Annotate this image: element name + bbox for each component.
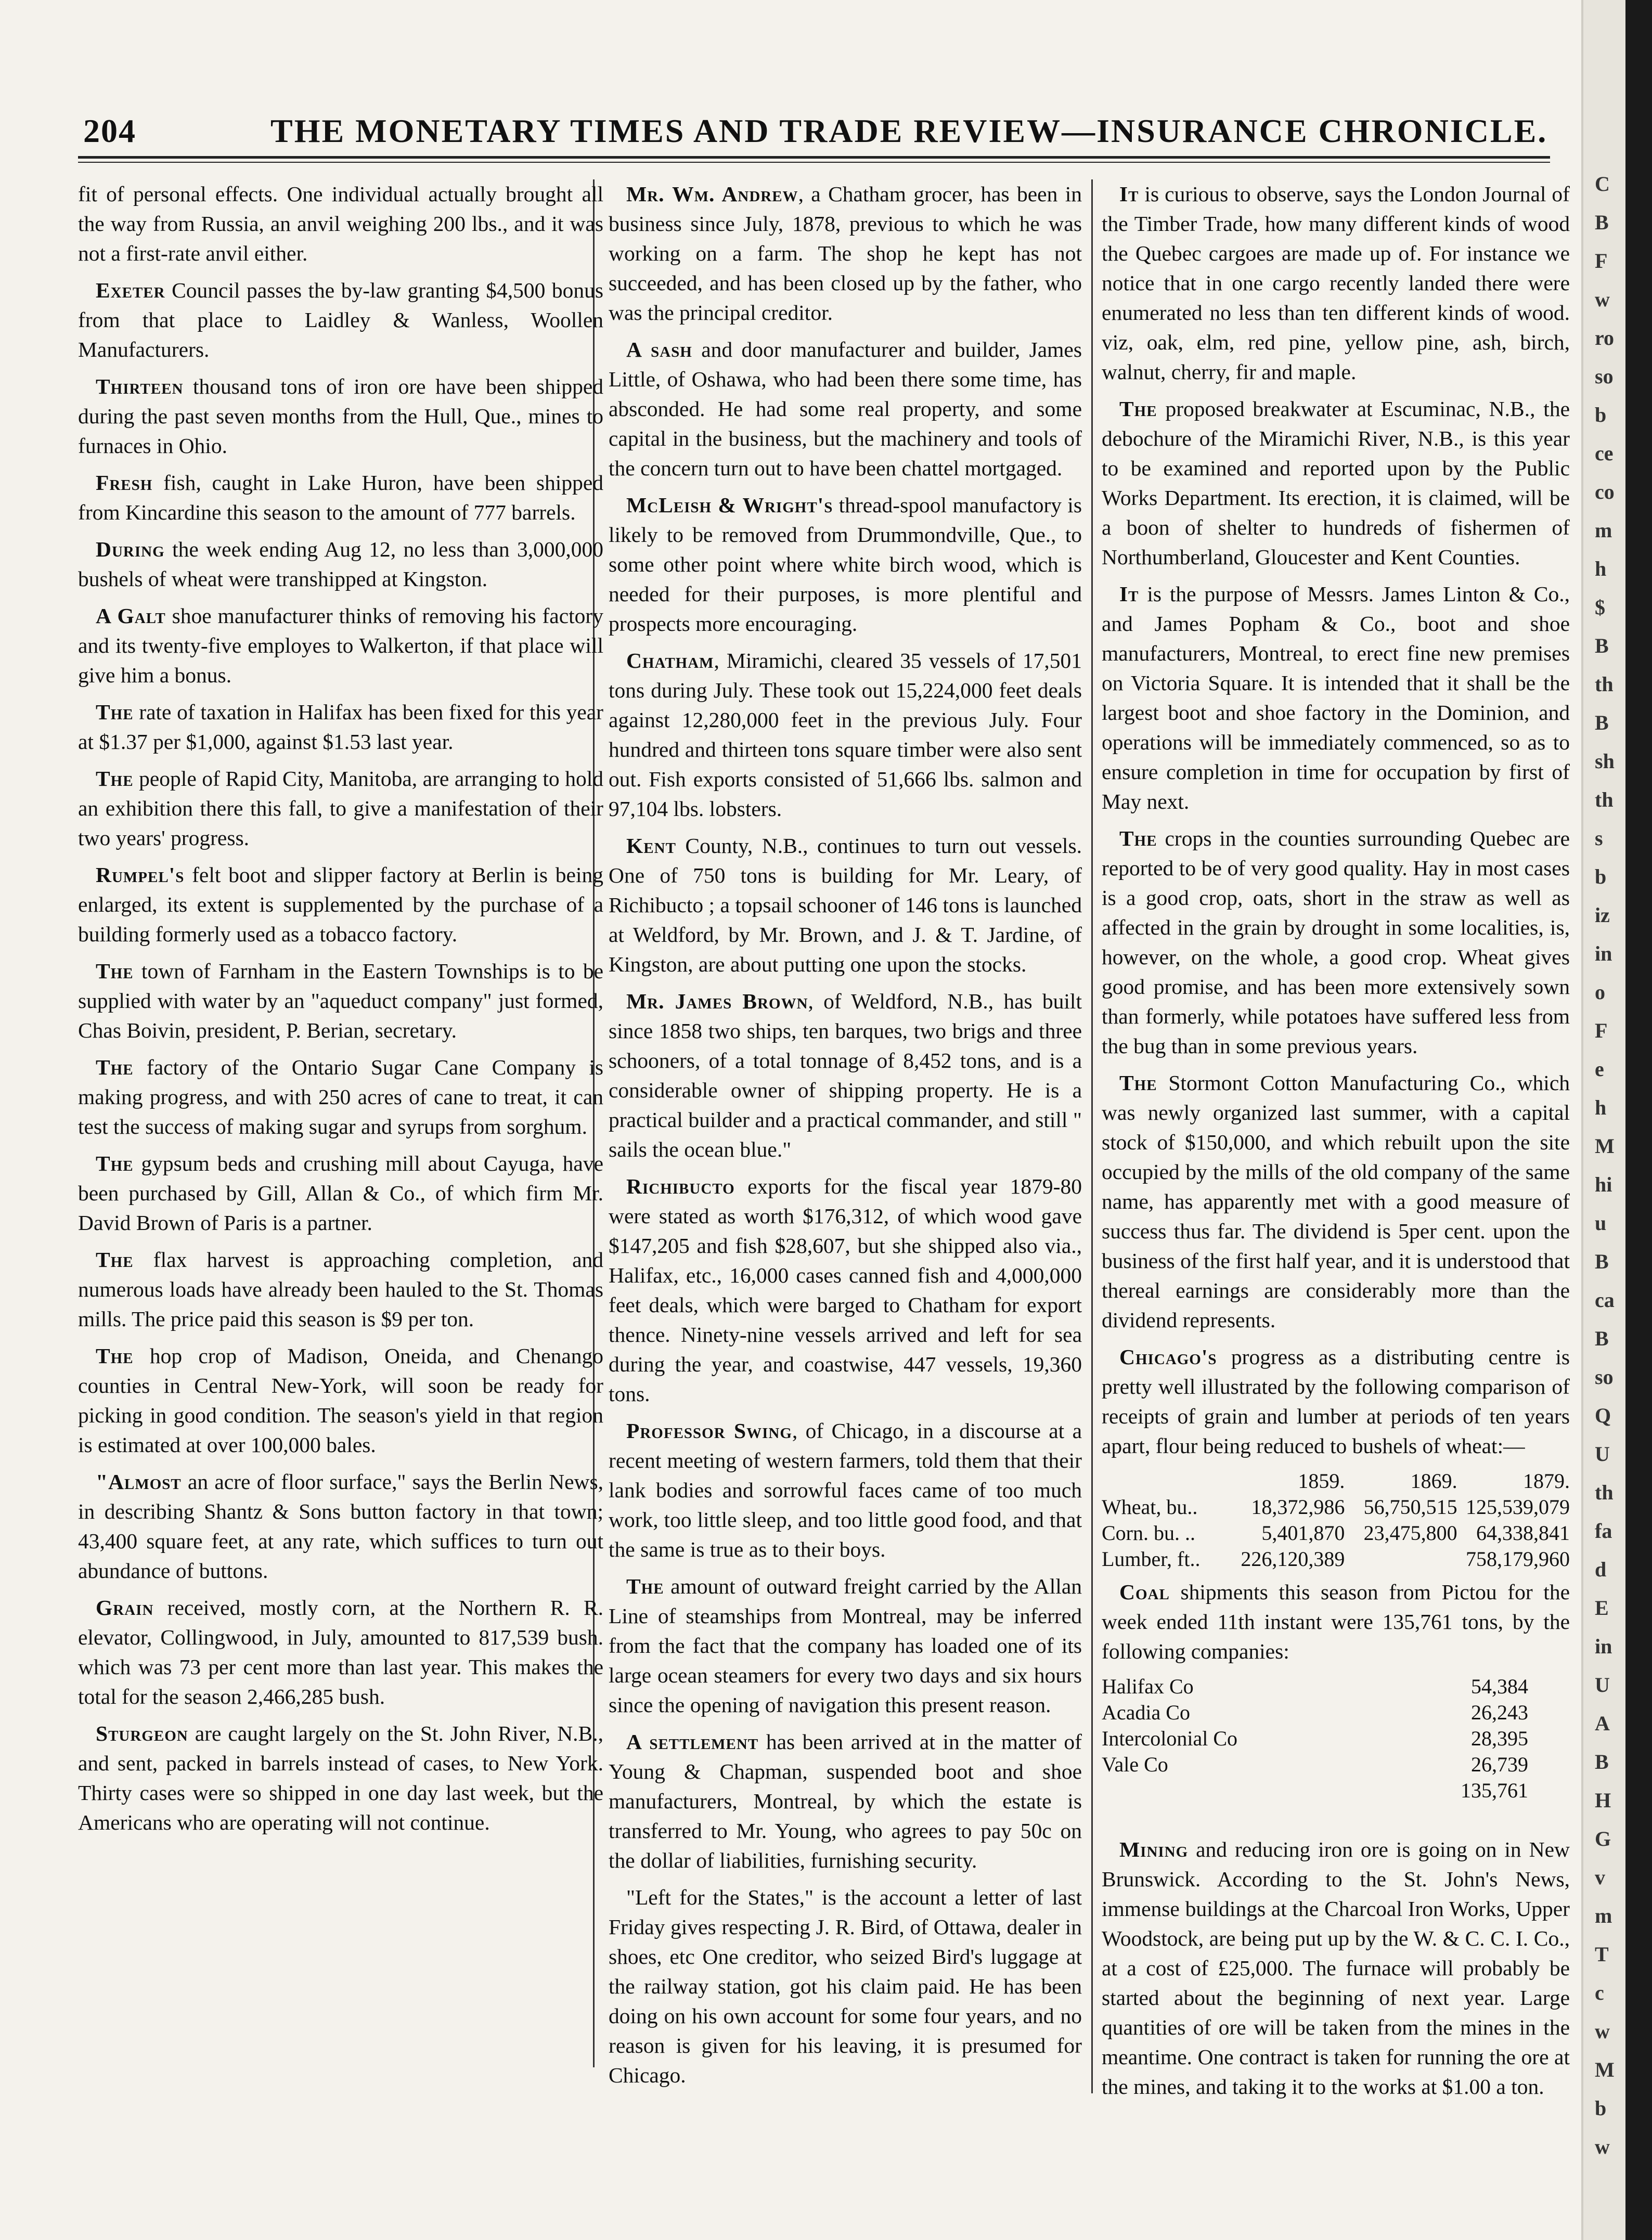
table-cell: 64,338,841	[1476, 1521, 1570, 1545]
row-label: Corn. bu. ..	[1102, 1521, 1195, 1545]
edge-fragment: B	[1595, 1750, 1609, 1773]
article-lead: Professor Swing	[626, 1419, 792, 1443]
binding-shadow	[1625, 0, 1652, 2240]
year-header: 1869.	[1410, 1469, 1457, 1493]
edge-fragment: Q	[1595, 1404, 1611, 1427]
header-rule	[78, 156, 1550, 163]
article-paragraph	[78, 1341, 603, 1460]
article-paragraph	[78, 764, 603, 853]
article-text: is the purpose of Messrs. James Linton & Co., and James Popham & Co., boot and shoe manufacturers, Montreal, to erect fine new premises on Victoria Square. It is intended that it shall be the largest boot and shoe factory in the Dominion, and operations will be immediately commenced, so as to ensure completion in time for occupation by first of May next.	[1102, 582, 1570, 813]
edge-fragment: $	[1595, 595, 1605, 619]
edge-fragment: C	[1595, 172, 1610, 196]
edge-fragment: w	[1595, 288, 1610, 311]
company-value: 54,384	[1471, 1675, 1528, 1698]
edge-fragment: G	[1595, 1827, 1611, 1850]
article-lead: Grain	[96, 1596, 154, 1620]
edge-fragment: A	[1595, 1712, 1610, 1735]
article-paragraph	[78, 956, 603, 1045]
article-paragraph	[78, 468, 603, 527]
article-lead: Mr. Wm. Andrew	[626, 182, 798, 206]
edge-fragment: T	[1595, 1943, 1609, 1966]
article-text: Council passes the by-law granting $4,500 bonus from that place to Laidley & Wanless, Woollen Manufacturers.	[78, 278, 603, 361]
edge-fragment: so	[1595, 1365, 1614, 1389]
table-cell: 56,750,515	[1363, 1495, 1457, 1519]
company-name: Acadia Co	[1102, 1701, 1190, 1724]
article-paragraph	[609, 1727, 1082, 1875]
column-1	[78, 179, 603, 1845]
article-text: the week ending Aug 12, no less than 3,000,000 bushels of wheat were transhipped at Kingston.	[78, 537, 603, 591]
article-lead: Kent	[626, 834, 676, 858]
edge-fragment: hi	[1595, 1173, 1612, 1196]
article-text: fish, caught in Lake Huron, have been shipped from Kincardine this season to the amount of 777 barrels.	[78, 471, 603, 524]
table-cell	[1345, 1546, 1457, 1572]
article-paragraph	[1102, 824, 1570, 1061]
article-text: , a Chatham grocer, has been in business since July, 1878, previous to which he was working on a farm. The shop he kept has not succeeded, and has been closed up by the father, who was the principal creditor.	[609, 182, 1082, 325]
column-3-end-items	[1102, 1835, 1570, 2102]
article-text: crops in the counties surrounding Quebec are reported to be of very good quality. Hay in most cases is a good crop, oats, short in the straw as well as affected in the grain by drought in some localities, is, however, on the whole, a good crop. Wheat gives good promise, and has been more extensively sown than formerly, while potatoes have suffered less from the bug than in some previous years.	[1102, 826, 1570, 1058]
edge-fragment: th	[1595, 672, 1614, 696]
edge-fragment: F	[1595, 1019, 1608, 1042]
article-paragraph	[78, 372, 603, 461]
article-paragraph	[78, 1467, 603, 1586]
page-number: 204	[83, 112, 136, 149]
column-divider	[1091, 179, 1093, 2093]
list-item	[1102, 1674, 1570, 1700]
article-paragraph	[78, 1719, 603, 1837]
article-text: and door manufacturer and builder, James Little, of Oshawa, who had been there some time, has absconded. He had some real property, and some capital in the business, but the machinery and tools of the concern turn out to have been chattel mortgaged.	[609, 338, 1082, 480]
article-text: thread-spool manufactory is likely to be removed from Drummondville, Que., to some other point where white birch wood, which is needed for their purposes, is more plentiful and prospects more encouraging.	[609, 493, 1082, 636]
article-lead: Exeter	[96, 278, 165, 302]
article-paragraph	[609, 831, 1082, 979]
article-paragraph	[609, 335, 1082, 483]
article-paragraph	[78, 1149, 603, 1238]
article-lead: Mr. James Brown	[626, 989, 808, 1013]
article-text: "Left for the States," is the account a letter of last Friday gives respecting J. R. Bird, of Ottawa, dealer in shoes, etc One creditor, who seized Bird's luggage at the railway station, got his claim paid. He has been doing on his own account for some four years, and no reason is given for his leaving, it is presumed for Chicago.	[609, 1885, 1082, 2087]
edge-fragment: E	[1595, 1596, 1609, 1620]
article-paragraph	[78, 1053, 603, 1142]
article-lead: Fresh	[96, 471, 153, 495]
grain-table-row	[1102, 1520, 1570, 1546]
coal-total: 135,761	[1461, 1779, 1528, 1802]
grain-table-row	[1102, 1494, 1570, 1520]
article-text: gypsum beds and crushing mill about Cayuga, have been purchased by Gill, Allan & Co., of which firm Mr. David Brown of Paris is a partner.	[78, 1151, 603, 1235]
article-lead: The	[626, 1574, 664, 1598]
column-2	[609, 179, 1082, 2097]
grain-table-row	[1102, 1546, 1570, 1572]
company-value: 26,243	[1471, 1701, 1528, 1724]
edge-fragment: m	[1595, 519, 1612, 542]
edge-fragment: B	[1595, 711, 1609, 734]
article-text: County, N.B., continues to turn out vessels. One of 750 tons is building for Mr. Leary, of Richibucto ; a topsail schooner of 146 tons is launched at Weldford, by Mr. Brown, and J. & T. Jardine, of Kingston, are about putting one upon the stocks.	[609, 834, 1082, 976]
article-lead: It	[1119, 182, 1139, 206]
article-text: is curious to observe, says the London Journal of the Timber Trade, how many different kinds of wood the Quebec cargoes are made up of. For instance we notice that in one cargo recently landed there were enumerated no less than ten different kinds of wood. viz, oak, elm, red pine, yellow pine, ash, birch, walnut, cherry, fir and maple.	[1102, 182, 1570, 384]
year-header: 1859.	[1298, 1469, 1345, 1493]
article-lead: The	[1119, 826, 1157, 850]
grain-table	[1102, 1468, 1570, 1572]
article-paragraph	[609, 646, 1082, 824]
edge-fragment: in	[1595, 1635, 1612, 1658]
article-text: are caught largely on the St. John River, N.B., and sent, packed in barrels instead of cases, to New York. Thirty cases were so shipped in one day last week, but the Americans who are operating will not continue.	[78, 1721, 603, 1834]
article-lead: A settlement	[626, 1730, 759, 1754]
article-paragraph	[609, 490, 1082, 639]
article-lead: Chatham	[626, 649, 714, 672]
edge-fragment: M	[1595, 2058, 1615, 2081]
article-lead: The	[96, 1344, 134, 1368]
article-lead: It	[1119, 582, 1139, 606]
article-text: , of Chicago, in a discourse at a recent meeting of western farmers, told them that their lank bodies and sorrowful faces came of too much work, too little sleep, and too little good food, and that the same is true as to their boys.	[609, 1419, 1082, 1561]
article-text: and reducing iron ore is going on in New Brunswick. According to the St. John's News, immense buildings at the Charcoal Iron Works, Upper Woodstock, are being put up by the W. & C. C. I. Co., at a cost of £25,000. The furnace will probably be started about the beginning of next year. Large quantities of ore will be taken from the mines in the meantime. One contract is taken for running the ore at the mines, and taking it to the works at $1.00 a ton.	[1102, 1837, 1570, 2099]
article-lead: The	[96, 1151, 134, 1175]
edge-fragment: so	[1595, 365, 1614, 388]
edge-fragment: th	[1595, 1481, 1614, 1504]
edge-fragment: B	[1595, 634, 1609, 657]
table-cell: 18,372,986	[1251, 1495, 1345, 1519]
article-paragraph	[78, 1245, 603, 1334]
row-label: Wheat, bu..	[1102, 1495, 1198, 1519]
table-cell: 226,120,389	[1241, 1547, 1345, 1571]
article-text: flax harvest is approaching completion, and numerous loads have already been hauled to the St. Thomas mills. The price paid this season is $9 per ton.	[78, 1248, 603, 1331]
list-item	[1102, 1752, 1570, 1778]
edge-fragment: s	[1595, 826, 1603, 850]
edge-fragment: ce	[1595, 442, 1614, 465]
company-name: Vale Co	[1102, 1753, 1168, 1776]
article-paragraph	[1102, 579, 1570, 817]
article-text: exports for the fiscal year 1879-80 were stated as worth $176,312, of which wood gave $147,205 and fish $28,607, but she shipped also via., Halifax, etc., 16,000 cases canned fish and 4,000,000 feet deals, which were barged to Chatham for export thence. Ninety-nine vessels arrived and left for sea during the year, and coastwise, 447 vessels, 19,360 tons.	[609, 1174, 1082, 1406]
article-paragraph	[609, 987, 1082, 1164]
article-lead: The	[1119, 1071, 1157, 1095]
article-lead: The	[96, 1055, 134, 1079]
article-lead: Sturgeon	[96, 1721, 188, 1745]
coal-paragraph: Coal shipments this season from Pictou for the week ended 11th instant were 135,761 tons, by the following companies:	[1102, 1580, 1570, 1663]
list-total	[1102, 1778, 1570, 1804]
edge-fragment: c	[1595, 1981, 1604, 2004]
article-text: amount of outward freight carried by the Allan Line of steamships from Montreal, may be inferred from the fact that the company has loaded one of its large ocean steamers for every two days and six hours since the opening of navigation this present reason.	[609, 1574, 1082, 1717]
article-text: proposed breakwater at Escuminac, N.B., the debochure of the Miramichi River, N.B., is this year to be examined and reported upon by the Public Works Department. Its erection, it is claimed, will be a boon of shelter to hundreds of fishermen of Northumberland, Gloucester and Kent Counties.	[1102, 397, 1570, 569]
edge-fragment: b	[1595, 403, 1607, 426]
article-text: , Miramichi, cleared 35 vessels of 17,501 tons during July. These took out 15,224,000 feet deals against 12,280,000 feet in the previous July. Four hundred and thirteen tons square timber were also sent out. Fish exports consisted of 51,666 lbs. salmon and 97,104 lbs. lobsters.	[609, 649, 1082, 821]
article-text: rate of taxation in Halifax has been fixed for this year at $1.37 per $1,000, against $1.53 last year.	[78, 700, 603, 754]
article-lead: Mining	[1119, 1837, 1189, 1861]
edge-fragment: b	[1595, 865, 1607, 888]
edge-fragment: co	[1595, 480, 1615, 503]
article-paragraph	[609, 1572, 1082, 1720]
article-text: factory of the Ontario Sugar Cane Company is making progress, and with 250 acres of cane to treat, it can test the success of making sugar and syrups from sorghum.	[78, 1055, 603, 1138]
article-lead: Thirteen	[96, 374, 184, 398]
article-paragraph	[78, 1593, 603, 1712]
article-paragraph	[1102, 1342, 1570, 1461]
article-text: shoe manufacturer thinks of removing his factory and its twenty-five employes to Walkerton, if that place will give him a bonus.	[78, 604, 603, 687]
article-lead: A Galt	[96, 604, 166, 628]
article-lead: The	[96, 1248, 134, 1272]
article-paragraph	[1102, 1068, 1570, 1335]
article-lead: The	[96, 959, 134, 983]
article-paragraph	[609, 1416, 1082, 1564]
article-paragraph	[609, 1883, 1082, 2090]
column-3	[1102, 179, 1570, 2109]
table-cell: 5,401,870	[1261, 1521, 1345, 1545]
edge-fragment: h	[1595, 1096, 1607, 1119]
article-paragraph	[78, 276, 603, 365]
article-lead: The	[1119, 397, 1157, 421]
article-lead: McLeish & Wright's	[626, 493, 833, 517]
column-3-items	[1102, 179, 1570, 1461]
article-lead: The	[96, 700, 134, 724]
edge-fragment: u	[1595, 1211, 1607, 1235]
article-text: fit of personal effects. One individual actually brought all the way from Russia, an anvil weighing 200 lbs., and it was not a first-rate anvil either.	[78, 182, 603, 265]
edge-fragment: U	[1595, 1442, 1610, 1466]
article-lead: The	[96, 767, 134, 791]
edge-fragment: h	[1595, 557, 1607, 580]
article-text: felt boot and slipper factory at Berlin is being enlarged, its extent is supplemented by the purchase of a building formerly used as a tobacco factory.	[78, 863, 603, 946]
article-paragraph	[78, 697, 603, 757]
article-paragraph	[78, 179, 603, 268]
article-text: has been arrived at in the matter of Young & Chapman, suspended boot and shoe manufacturers, Montreal, by which the estate is transferred to Mr. Young, who agrees to pay 50c on the dollar of liabilities, furnishing security.	[609, 1730, 1082, 1872]
article-text: an acre of floor surface," says the Berlin News, in describing Shantz & Sons button factory in that town; 43,400 square feet, at any rate, which suffices to turn out abundance of buttons.	[78, 1470, 603, 1583]
article-paragraph	[609, 179, 1082, 328]
edge-fragment: iz	[1595, 903, 1610, 927]
article-paragraph	[1102, 1835, 1570, 2102]
table-cell: 125,539,079	[1466, 1495, 1570, 1519]
edge-fragment: ro	[1595, 326, 1615, 349]
table-cell: 758,179,960	[1466, 1547, 1570, 1571]
edge-fragment: B	[1595, 1327, 1609, 1350]
article-paragraph	[1102, 179, 1570, 387]
article-text: received, mostly corn, at the Northern R. R. elevator, Collingwood, in July, amounted to 817,539 bush. which was 73 per cent more than last year. This makes the total for the season 2,466,285 bush.	[78, 1596, 603, 1708]
company-value: 28,395	[1471, 1727, 1528, 1750]
article-text: thousand tons of iron ore have been shipped during the past seven months from the Hull, Que., mines to furnaces in Ohio.	[78, 374, 603, 458]
article-paragraph	[78, 601, 603, 690]
edge-fragment: th	[1595, 788, 1614, 811]
article-text: hop crop of Madison, Oneida, and Chenango counties in Central New-York, will soon be ready for picking in good condition. The season's yield in that region is estimated at over 100,000 bales.	[78, 1344, 603, 1457]
edge-fragment: B	[1595, 211, 1609, 234]
list-item	[1102, 1726, 1570, 1752]
edge-fragment: m	[1595, 1904, 1612, 1927]
edge-fragment: d	[1595, 1558, 1607, 1581]
article-paragraph	[78, 860, 603, 949]
article-text: people of Rapid City, Manitoba, are arranging to hold an exhibition there this fall, to give a manifestation of their two years' progress.	[78, 767, 603, 850]
article-text: Stormont Cotton Manufacturing Co., which was newly organized last summer, with a capital stock of $150,000, and which rebuilt upon the site occupied by the mills of the old company of the same name, has apparently met with a good measure of success thus far. The dividend is 5per cent. upon the business of the first half year, and it is understood that thereal earnings are considerably more than the dividend represents.	[1102, 1071, 1570, 1332]
article-text: progress as a distributing centre is pretty well illustrated by the following comparison of receipts of grain and lumber at periods of ten years apart, flour being reduced to bushels of wheat:—	[1102, 1345, 1570, 1458]
list-item	[1102, 1700, 1570, 1726]
edge-fragment: w	[1595, 2135, 1610, 2158]
edge-fragment: e	[1595, 1057, 1604, 1081]
article-text: , of Weldford, N.B., has built since 1858 two ships, ten barques, two brigs and three schooners, of a total tonnage of 8,452 tons, and is a considerable owner of shipping property. He is a practical builder and a practical commander, and still " sails the ocean blue."	[609, 989, 1082, 1161]
edge-fragment: B	[1595, 1250, 1609, 1273]
edge-fragment: o	[1595, 980, 1605, 1004]
article-paragraph	[1102, 394, 1570, 572]
article-lead: "Almost	[96, 1470, 182, 1494]
edge-fragment: fa	[1595, 1519, 1612, 1543]
article-lead: A sash	[626, 338, 692, 361]
article-lead: During	[96, 537, 165, 561]
article-lead: Richibucto	[626, 1174, 735, 1198]
article-lead: Chicago's	[1119, 1345, 1217, 1369]
edge-fragment: sh	[1595, 749, 1615, 773]
year-header: 1879.	[1523, 1469, 1570, 1493]
edge-fragment: M	[1595, 1134, 1615, 1158]
edge-fragment: w	[1595, 2019, 1610, 2043]
edge-fragment: b	[1595, 2096, 1607, 2120]
coal-company-list	[1102, 1674, 1570, 1804]
company-name: Halifax Co	[1102, 1675, 1194, 1698]
grain-table-header	[1102, 1468, 1570, 1494]
edge-fragment: F	[1595, 249, 1608, 273]
edge-fragment: U	[1595, 1673, 1610, 1697]
article-paragraph	[78, 535, 603, 594]
edge-fragment: ca	[1595, 1288, 1615, 1312]
table-cell: 23,475,800	[1363, 1521, 1457, 1545]
article-paragraph	[609, 1172, 1082, 1409]
article-text: town of Farnham in the Eastern Townships is to be supplied with water by an "aqueduct company" just formed, Chas Boivin, president, P. Berian, secretary.	[78, 959, 603, 1042]
row-label: Lumber, ft..	[1102, 1547, 1201, 1571]
edge-fragment: in	[1595, 942, 1612, 965]
page-title: THE MONETARY TIMES AND TRADE REVIEW—INSURANCE CHRONICLE.	[270, 112, 1548, 149]
edge-fragment: H	[1595, 1789, 1611, 1812]
company-name: Intercolonial Co	[1102, 1727, 1238, 1750]
article-lead: Rumpel's	[96, 863, 185, 887]
edge-fragment: v	[1595, 1866, 1605, 1889]
company-value: 26,739	[1471, 1753, 1528, 1776]
